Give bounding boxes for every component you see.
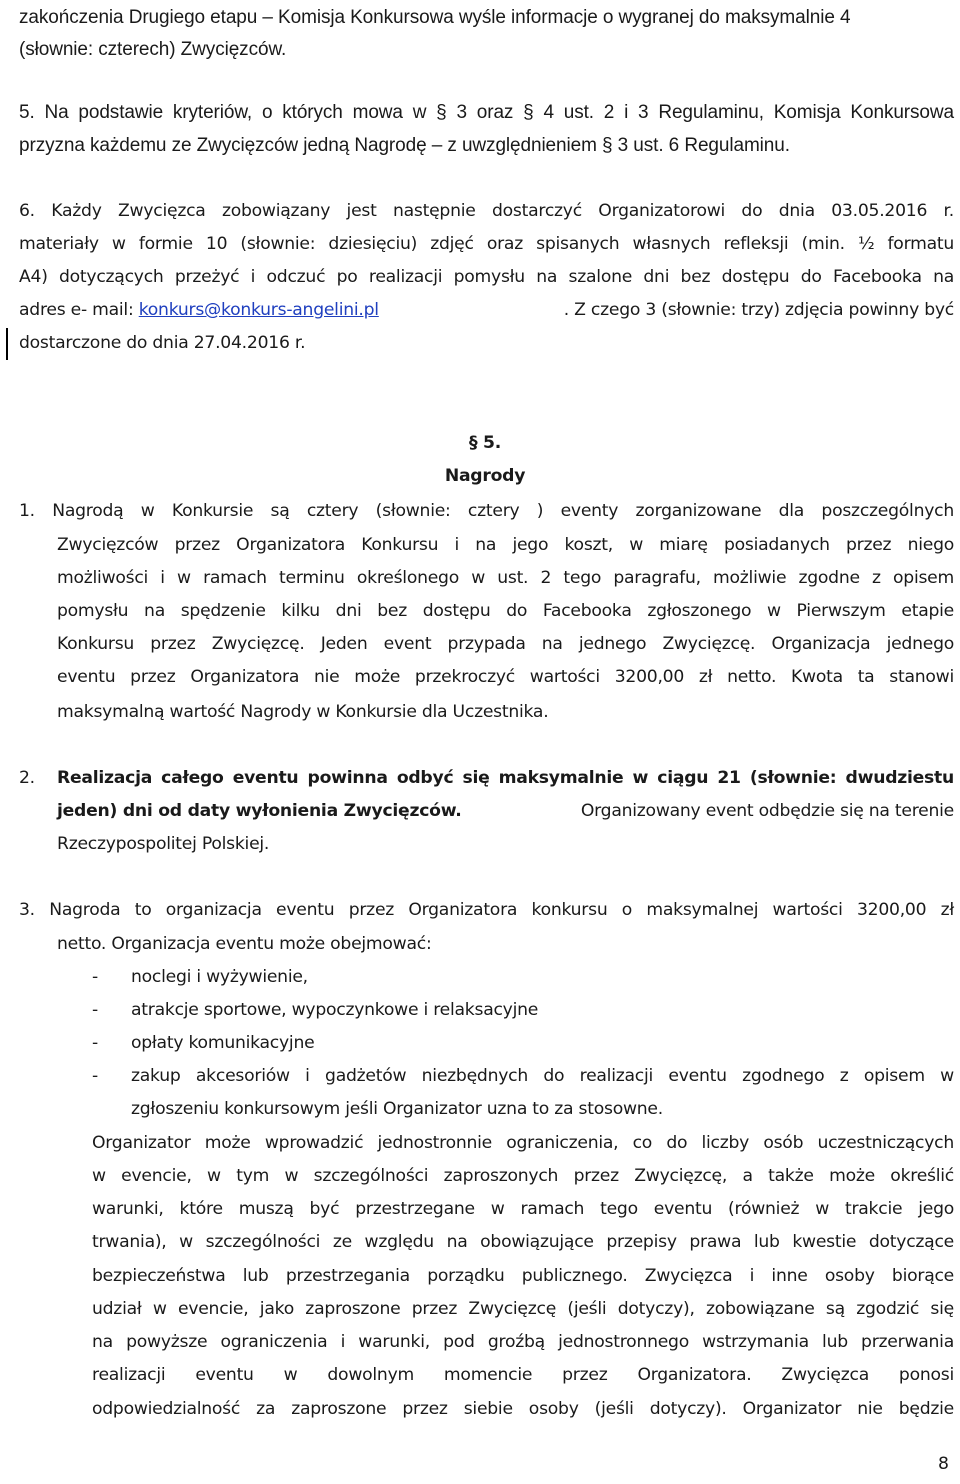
para5-line-1: 5. Na podstawie kryteriów, o których mowa w § 3 oraz § 4 ust. 2 i 3 Regulaminu, Komisja Konkursowa xyxy=(19,102,954,123)
para6-line-5: dostarczone do dnia 27.04.2016 r. xyxy=(19,333,306,353)
item2-line-2-rest: Organizowany event odbędzie się na terenie xyxy=(575,801,954,821)
item1-line-5: Konkursu przez Zwycięzcę. Jeden event przypada na jednego Zwycięzcę. Organizacja jednego xyxy=(57,634,954,654)
item3-para-line: w evencie, w tym w szczególności zaproszonych przez Zwycięzcę, a także może określić xyxy=(92,1166,954,1186)
item3-para-line: warunki, które muszą być przestrzegane w ramach tego eventu (również w trakcie jego xyxy=(92,1199,954,1219)
para6-line-3: A4) dotyczących przeżyć i odczuć po realizacji pomysłu na szalone dni bez dostępu do Facebooka na xyxy=(19,267,954,287)
change-bar xyxy=(6,328,8,360)
bullet-dash: - xyxy=(92,1000,98,1020)
para6-line-2: materiały w formie 10 (słownie: dziesięciu) zdjęć oraz spisanych własnych refleksji (min. ½ formatu xyxy=(19,234,954,254)
para5-line-2: przyzna każdemu ze Zwycięzców jedną Nagrodę – z uwzględnieniem § 3 ust. 6 Regulaminu. xyxy=(19,135,790,156)
para6-email-prefix: adres e- mail: xyxy=(19,300,139,320)
intro-line-2: (słownie: czterech) Zwycięzców. xyxy=(19,39,287,60)
item3-para-line: Organizator może wprowadzić jednostronnie ograniczenia, co do liczby osób uczestniczących xyxy=(92,1133,954,1153)
bullet-item: noclegi i wyżywienie, xyxy=(131,967,308,987)
para6-line-4-rest: . Z czego 3 (słownie: trzy) zdjęcia powinny być xyxy=(563,300,954,320)
item3-para-line: na powyższe ograniczenia i warunki, pod groźbą jednostronnego wstrzymania lub przerwania xyxy=(92,1332,954,1352)
item2-line-2 xyxy=(57,799,954,823)
intro-line-1: zakończenia Drugiego etapu – Komisja Konkursowa wyśle informacje o wygranej do maksymalnie 4 xyxy=(19,7,851,28)
para6-line-1: 6. Każdy Zwycięzca zobowiązany jest następnie dostarczyć Organizatorowi do dnia 03.05.2016 r. xyxy=(19,201,954,221)
section-title: Nagrody xyxy=(444,466,526,486)
para6-line-4 xyxy=(19,298,954,322)
item1-line-1: 1. Nagrodą w Konkursie są cztery (słownie: cztery ) eventy zorganizowane dla poszczególnych xyxy=(19,501,954,521)
item2-line-3: Rzeczypospolitej Polskiej. xyxy=(57,834,270,854)
section-number: § 5. xyxy=(468,433,502,453)
item1-line-2: Zwycięzców przez Organizatora Konkursu i na jego koszt, w miarę posiadanych przez niego xyxy=(57,535,954,555)
item3-line-2: netto. Organizacja eventu może obejmować: xyxy=(57,934,432,954)
page-number: 8 xyxy=(938,1454,949,1474)
bullet-dash: - xyxy=(92,1033,98,1053)
item1-line-7: maksymalną wartość Nagrody w Konkursie dla Uczestnika. xyxy=(57,702,549,722)
item1-line-3: możliwości i w ramach terminu określonego w ust. 2 tego paragrafu, możliwie zgodne z opisem xyxy=(57,568,954,588)
item2-line-1: Realizacja całego eventu powinna odbyć się maksymalnie w ciągu 21 (słownie: dwudziestu xyxy=(57,768,954,788)
item3-line-1: 3. Nagroda to organizacja eventu przez Organizatora konkursu o maksymalnej wartości 3200,00 zł xyxy=(19,900,954,920)
item3-para-line: odpowiedzialność za zaproszone przez siebie osoby (jeśli dotyczy). Organizator nie będzie xyxy=(92,1399,954,1419)
bullet-item: opłaty komunikacyjne xyxy=(131,1033,315,1053)
item1-line-4: pomysłu na spędzenie kilku dni bez dostępu do Facebooka zgłoszonego w Pierwszym etapie xyxy=(57,601,954,621)
item3-para-line: bezpieczeństwa lub przestrzegania porządku publicznego. Zwycięzca i inne osoby biorące xyxy=(92,1266,954,1286)
item2-number: 2. xyxy=(19,768,35,788)
item3-para-line: realizacji eventu w dowolnym momencie przez Organizatora. Zwycięzca ponosi xyxy=(92,1365,954,1385)
item3-para-line: udział w evencie, jako zaproszone przez Zwycięzcę (jeśli dotyczy), zobowiązane są zgodzić się xyxy=(92,1299,954,1319)
item2-line-2-bold: jeden) dni od daty wyłonienia Zwycięzców. xyxy=(57,801,462,821)
bullet-dash: - xyxy=(92,1066,98,1086)
item1-line-6: eventu przez Organizatora nie może przekroczyć wartości 3200,00 zł netto. Kwota ta stanowi xyxy=(57,667,954,687)
bullet-item: zakup akcesoriów i gadżetów niezbędnych do realizacji eventu zgodnego z opisem w xyxy=(131,1066,954,1086)
bullet-item: atrakcje sportowe, wypoczynkowe i relaksacyjne xyxy=(131,1000,539,1020)
bullet-dash: - xyxy=(92,967,98,987)
bullet-item-continuation: zgłoszeniu konkursowym jeśli Organizator uzna to za stosowne. xyxy=(131,1099,663,1119)
item3-para-line: trwania), w szczególności ze względu na obowiązujące przepisy prawa lub kwestie dotyczące xyxy=(92,1232,954,1252)
email-link[interactable]: konkurs@konkurs-angelini.pl xyxy=(138,300,379,320)
